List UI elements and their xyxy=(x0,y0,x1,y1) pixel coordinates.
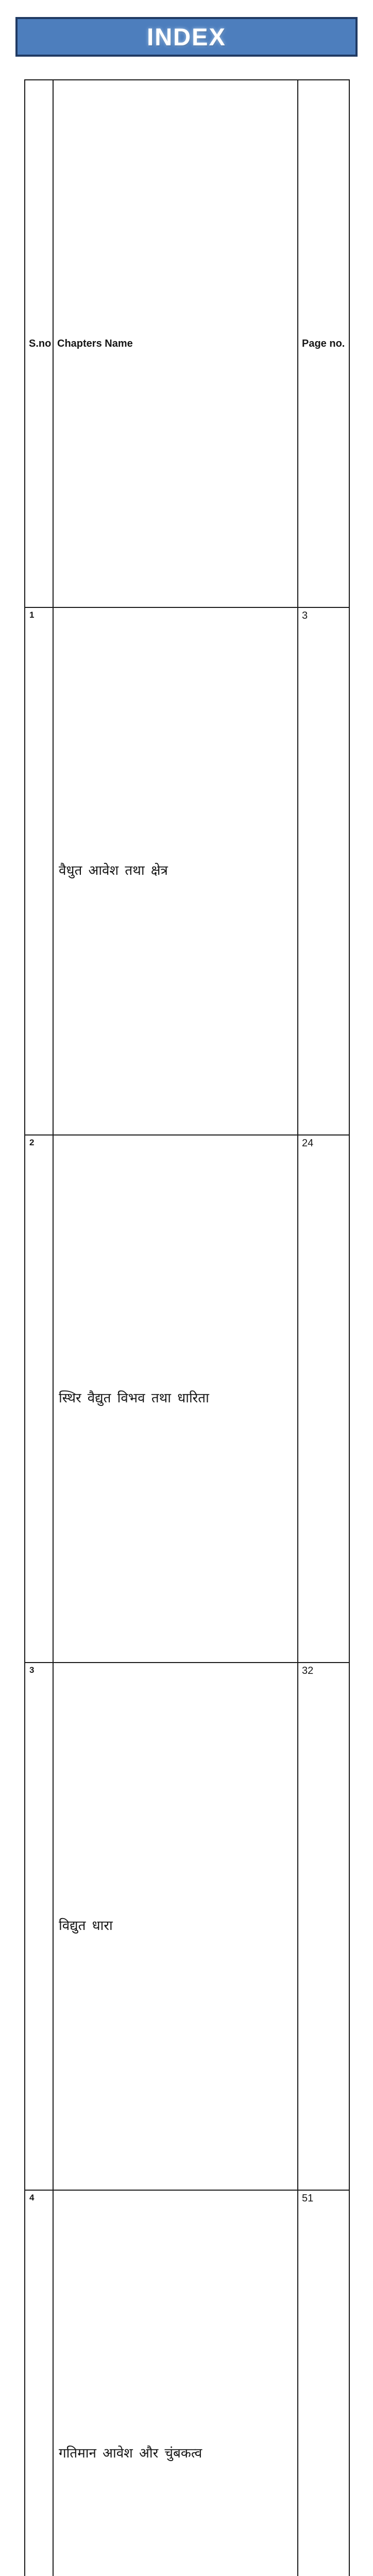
index-banner xyxy=(15,17,358,57)
column-header-chapters-name: Chapters Name xyxy=(53,80,298,607)
row-serial-number: 1 xyxy=(25,607,53,1135)
row-chapter-name: विद्युत धारा xyxy=(53,1663,298,2190)
row-serial-number: 2 xyxy=(25,1135,53,1663)
row-page-number: 24 xyxy=(298,1135,349,1663)
row-serial-number: 4 xyxy=(25,2190,53,2576)
row-page-number: 3 xyxy=(298,607,349,1135)
table-row xyxy=(25,607,349,1135)
table-row xyxy=(25,1135,349,1663)
row-chapter-name: वैधुत आवेश तथा क्षेत्र xyxy=(53,607,298,1135)
row-chapter-name: गतिमान आवेश और चुंबकत्व xyxy=(53,2190,298,2576)
table-header-row xyxy=(25,80,349,607)
column-header-page-no: Page no. xyxy=(298,80,349,607)
column-header-sno: S.no xyxy=(25,80,53,607)
row-chapter-name: स्थिर वैद्युत विभव तथा धारिता xyxy=(53,1135,298,1663)
index-table-body xyxy=(25,607,349,2576)
row-page-number: 32 xyxy=(298,1663,349,2190)
page-title: INDEX xyxy=(147,23,226,50)
table-row xyxy=(25,2190,349,2576)
row-page-number: 51 xyxy=(298,2190,349,2576)
table-row xyxy=(25,1663,349,2190)
index-table xyxy=(24,79,350,2576)
row-serial-number: 3 xyxy=(25,1663,53,2190)
